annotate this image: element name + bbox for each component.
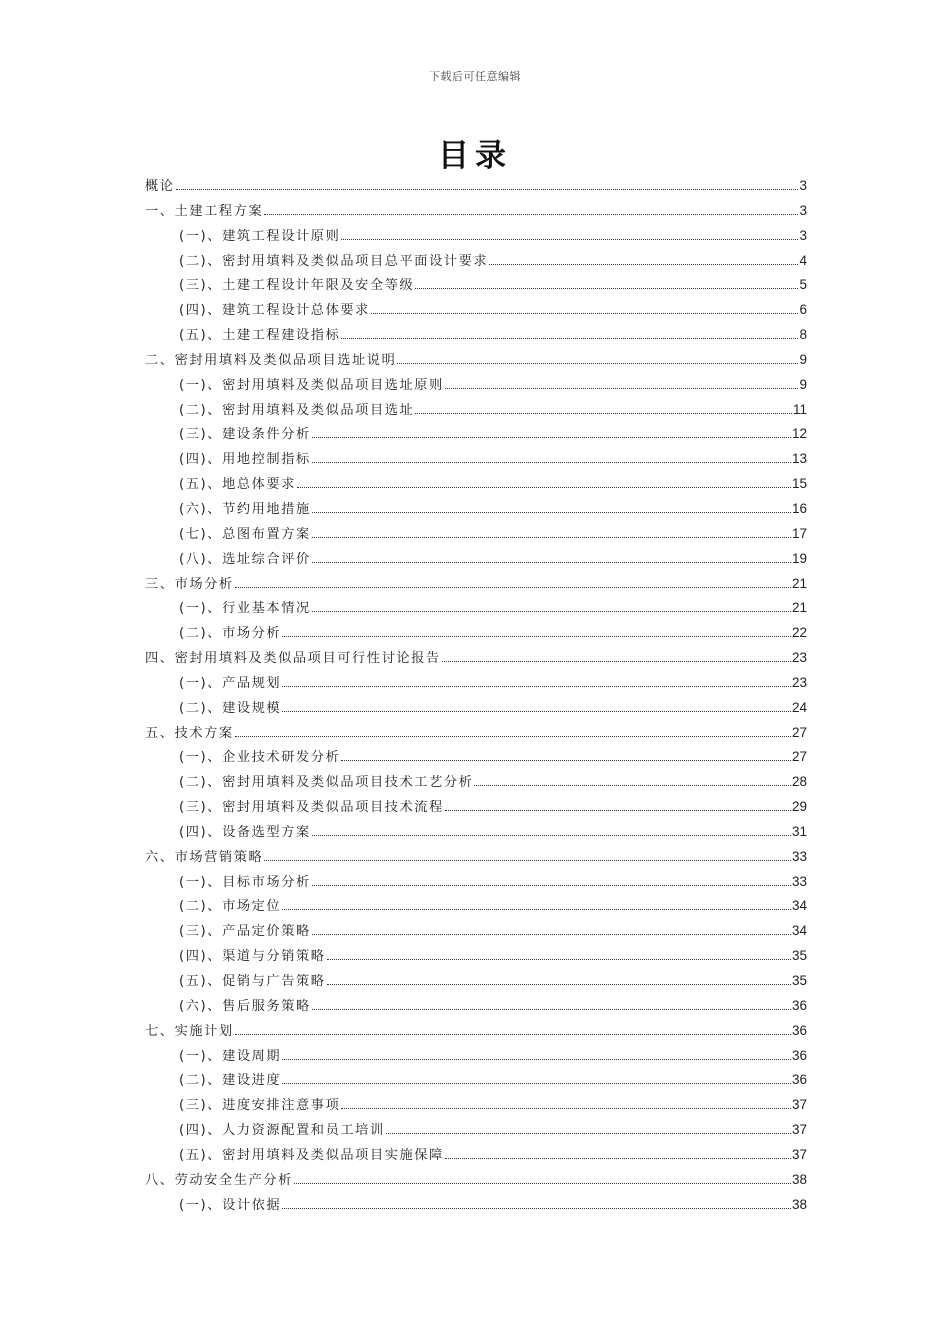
toc-entry-label: (一)、建筑工程设计原则	[179, 228, 341, 244]
toc-entry[interactable]	[145, 1143, 807, 1168]
toc-entry-page-number: 3	[799, 178, 807, 193]
toc-dot-leader	[312, 537, 791, 538]
toc-dot-leader	[312, 934, 791, 935]
toc-entry[interactable]	[145, 348, 807, 373]
toc-entry-label: 六、市场营销策略	[145, 849, 264, 865]
toc-dot-leader	[489, 264, 798, 265]
toc-entry-label: (四)、用地控制指标	[179, 452, 311, 468]
toc-dot-leader	[442, 661, 791, 662]
toc-entry-page-number: 34	[791, 923, 807, 939]
table-of-contents	[145, 174, 807, 1217]
toc-entry-page-number: 33	[791, 873, 807, 889]
toc-entry[interactable]	[145, 770, 807, 795]
toc-dot-leader	[282, 711, 791, 712]
toc-dot-leader	[386, 1133, 791, 1134]
toc-entry[interactable]	[145, 1044, 807, 1069]
toc-dot-leader	[312, 611, 791, 612]
toc-dot-leader	[341, 338, 798, 339]
toc-entry-page-number: 28	[791, 774, 807, 790]
toc-entry-page-number: 37	[791, 1097, 807, 1113]
toc-dot-leader	[294, 1183, 791, 1184]
toc-entry[interactable]	[145, 1093, 807, 1118]
toc-dot-leader	[415, 413, 792, 414]
toc-entry[interactable]	[145, 497, 807, 522]
toc-entry[interactable]	[145, 472, 807, 497]
toc-dot-leader	[312, 885, 791, 886]
toc-entry-label: (一)、建设周期	[179, 1048, 282, 1064]
toc-dot-leader	[235, 1034, 791, 1035]
toc-entry-page-number: 31	[791, 823, 807, 839]
toc-entry[interactable]	[145, 870, 807, 895]
toc-entry[interactable]	[145, 572, 807, 597]
toc-entry-label: (三)、土建工程设计年限及安全等级	[179, 278, 415, 294]
toc-entry[interactable]	[145, 919, 807, 944]
toc-dot-leader	[445, 1158, 791, 1159]
toc-entry-label: 概论	[145, 179, 175, 194]
toc-entry-label: 四、密封用填料及类似品项目可行性讨论报告	[145, 651, 441, 667]
toc-entry[interactable]	[145, 199, 807, 224]
toc-entry-page-number: 34	[791, 898, 807, 914]
toc-dot-leader	[264, 860, 791, 861]
toc-entry[interactable]	[145, 1193, 807, 1218]
toc-entry-label: (四)、人力资源配置和员工培训	[179, 1123, 385, 1139]
toc-dot-leader	[341, 760, 791, 761]
toc-entry[interactable]	[145, 373, 807, 398]
toc-dot-leader	[282, 1083, 791, 1084]
toc-dot-leader	[327, 984, 791, 985]
toc-dot-leader	[474, 785, 791, 786]
toc-entry-label: (二)、密封用填料及类似品项目总平面设计要求	[179, 253, 489, 269]
toc-entry-label: (二)、市场分析	[179, 626, 282, 642]
toc-entry-label: (五)、促销与广告策略	[179, 974, 326, 989]
toc-entry[interactable]	[145, 621, 807, 646]
toc-entry[interactable]	[145, 696, 807, 721]
toc-entry[interactable]	[145, 1068, 807, 1093]
page-title: 目录	[438, 138, 512, 174]
toc-dot-leader	[415, 288, 798, 289]
toc-dot-leader	[282, 636, 791, 637]
toc-entry-page-number: 6	[799, 302, 807, 318]
toc-dot-leader	[341, 239, 798, 240]
toc-entry-page-number: 13	[791, 451, 807, 467]
toc-entry-page-number: 21	[791, 575, 807, 591]
toc-entry[interactable]	[145, 646, 807, 671]
toc-entry-label: (三)、进度安排注意事项	[179, 1098, 341, 1114]
toc-entry-page-number: 36	[791, 1072, 807, 1088]
toc-entry-page-number: 9	[799, 351, 807, 367]
toc-entry[interactable]	[145, 174, 807, 199]
toc-dot-leader	[297, 487, 791, 488]
toc-entry-label: (三)、产品定价策略	[179, 924, 311, 940]
toc-entry[interactable]	[145, 422, 807, 447]
toc-entry[interactable]	[145, 994, 807, 1019]
toc-entry-label: (一)、产品规划	[179, 675, 282, 691]
toc-entry-page-number: 3	[799, 202, 807, 218]
toc-entry-page-number: 5	[799, 277, 807, 293]
toc-dot-leader	[176, 189, 799, 190]
toc-dot-leader	[371, 313, 799, 314]
toc-entry-page-number: 16	[791, 500, 807, 516]
toc-entry-label: (七)、总图布置方案	[179, 526, 311, 542]
toc-entry[interactable]	[145, 845, 807, 870]
toc-entry-label: (三)、建设条件分析	[179, 427, 311, 443]
toc-entry-page-number: 35	[791, 948, 807, 964]
toc-entry-label: (五)、土建工程建设指标	[179, 328, 341, 344]
toc-entry[interactable]	[145, 944, 807, 969]
toc-entry-label: (六)、节约用地措施	[179, 501, 311, 517]
toc-entry-label: (二)、建设规模	[179, 700, 282, 716]
toc-entry-label: (二)、市场定位	[179, 899, 282, 915]
toc-dot-leader	[312, 512, 791, 513]
toc-entry-label: (四)、渠道与分销策略	[179, 949, 326, 965]
toc-dot-leader	[312, 562, 791, 563]
toc-entry-page-number: 24	[791, 699, 807, 715]
toc-dot-leader	[264, 214, 798, 215]
toc-dot-leader	[235, 736, 791, 737]
toc-entry-page-number: 15	[791, 476, 807, 492]
toc-entry-label: (三)、密封用填料及类似品项目技术流程	[179, 800, 444, 816]
toc-dot-leader	[282, 1208, 791, 1209]
toc-dot-leader	[312, 462, 791, 463]
toc-entry-page-number: 36	[791, 997, 807, 1013]
toc-entry[interactable]	[145, 547, 807, 572]
toc-entry-label: 八、劳动安全生产分析	[145, 1172, 293, 1188]
toc-entry-label: (四)、建筑工程设计总体要求	[179, 303, 370, 319]
toc-entry-page-number: 12	[791, 426, 807, 442]
toc-dot-leader	[235, 587, 791, 588]
toc-entry[interactable]	[145, 671, 807, 696]
toc-dot-leader	[312, 835, 791, 836]
toc-entry-page-number: 22	[791, 625, 807, 641]
toc-entry-page-number: 35	[791, 973, 807, 988]
toc-entry[interactable]	[145, 398, 807, 423]
toc-dot-leader	[282, 909, 791, 910]
toc-entry-label: 二、密封用填料及类似品项目选址说明	[145, 352, 397, 368]
toc-entry[interactable]	[145, 795, 807, 820]
toc-entry-label: (五)、密封用填料及类似品项目实施保障	[179, 1147, 444, 1163]
toc-entry-page-number: 23	[791, 674, 807, 690]
toc-entry[interactable]	[145, 1168, 807, 1193]
page-header: 下载后可任意编辑	[429, 70, 521, 83]
toc-entry[interactable]	[145, 969, 807, 994]
toc-entry-page-number: 29	[791, 799, 807, 815]
toc-dot-leader	[397, 363, 798, 364]
toc-entry-label: (二)、建设进度	[179, 1073, 282, 1089]
toc-entry-page-number: 19	[791, 550, 807, 566]
toc-entry[interactable]	[145, 596, 807, 621]
toc-entry-page-number: 9	[799, 376, 807, 392]
toc-entry-page-number: 38	[791, 1196, 807, 1212]
toc-entry-label: (二)、密封用填料及类似品项目技术工艺分析	[179, 775, 474, 791]
toc-entry-page-number: 8	[799, 327, 807, 343]
toc-entry-label: 七、实施计划	[145, 1023, 234, 1039]
toc-entry-label: (四)、设备选型方案	[179, 824, 311, 840]
toc-entry[interactable]	[145, 323, 807, 348]
toc-entry[interactable]	[145, 249, 807, 274]
toc-entry-label: (一)、设计依据	[179, 1197, 282, 1213]
toc-dot-leader	[282, 686, 791, 687]
toc-entry-page-number: 27	[791, 724, 807, 740]
toc-entry[interactable]	[145, 1118, 807, 1143]
toc-entry[interactable]	[145, 273, 807, 298]
toc-entry-label: (六)、售后服务策略	[179, 998, 311, 1014]
toc-entry-page-number: 21	[791, 600, 807, 616]
toc-entry-page-number: 38	[791, 1171, 807, 1187]
toc-entry-page-number: 27	[791, 749, 807, 765]
toc-entry-page-number: 36	[791, 1022, 807, 1038]
toc-entry-page-number: 36	[791, 1047, 807, 1063]
toc-dot-leader	[282, 1059, 791, 1060]
toc-entry-page-number: 33	[791, 848, 807, 864]
toc-entry[interactable]	[145, 745, 807, 770]
toc-dot-leader	[445, 388, 799, 389]
toc-entry-label: 一、土建工程方案	[145, 203, 264, 219]
toc-dot-leader	[341, 1108, 791, 1109]
toc-entry-label: 三、市场分析	[145, 576, 234, 592]
toc-entry-page-number: 37	[791, 1122, 807, 1138]
toc-entry-label: (一)、企业技术研发分析	[179, 750, 341, 766]
toc-entry-page-number: 11	[792, 401, 807, 417]
toc-entry-label: 五、技术方案	[145, 725, 234, 741]
toc-dot-leader	[327, 959, 791, 960]
toc-entry-label: (一)、目标市场分析	[179, 874, 311, 890]
toc-entry-page-number: 37	[791, 1146, 807, 1162]
toc-entry-label: (一)、密封用填料及类似品项目选址原则	[179, 377, 444, 393]
toc-entry[interactable]	[145, 447, 807, 472]
toc-entry-label: (二)、密封用填料及类似品项目选址	[179, 402, 415, 418]
toc-dot-leader	[312, 1009, 791, 1010]
toc-entry-label: (八)、选址综合评价	[179, 551, 311, 567]
toc-entry-label: (一)、行业基本情况	[179, 601, 311, 617]
toc-entry-page-number: 17	[791, 525, 807, 541]
toc-dot-leader	[445, 810, 791, 811]
toc-entry[interactable]	[145, 224, 807, 249]
toc-entry[interactable]	[145, 894, 807, 919]
toc-dot-leader	[312, 437, 791, 438]
toc-entry[interactable]	[145, 298, 807, 323]
toc-entry[interactable]	[145, 522, 807, 547]
toc-entry-page-number: 3	[799, 227, 807, 243]
toc-entry[interactable]	[145, 721, 807, 746]
toc-entry-label: (五)、地总体要求	[179, 477, 297, 493]
toc-entry-page-number: 4	[799, 252, 807, 268]
toc-entry-page-number: 23	[791, 650, 807, 666]
toc-entry[interactable]	[145, 820, 807, 845]
toc-entry[interactable]	[145, 1019, 807, 1044]
